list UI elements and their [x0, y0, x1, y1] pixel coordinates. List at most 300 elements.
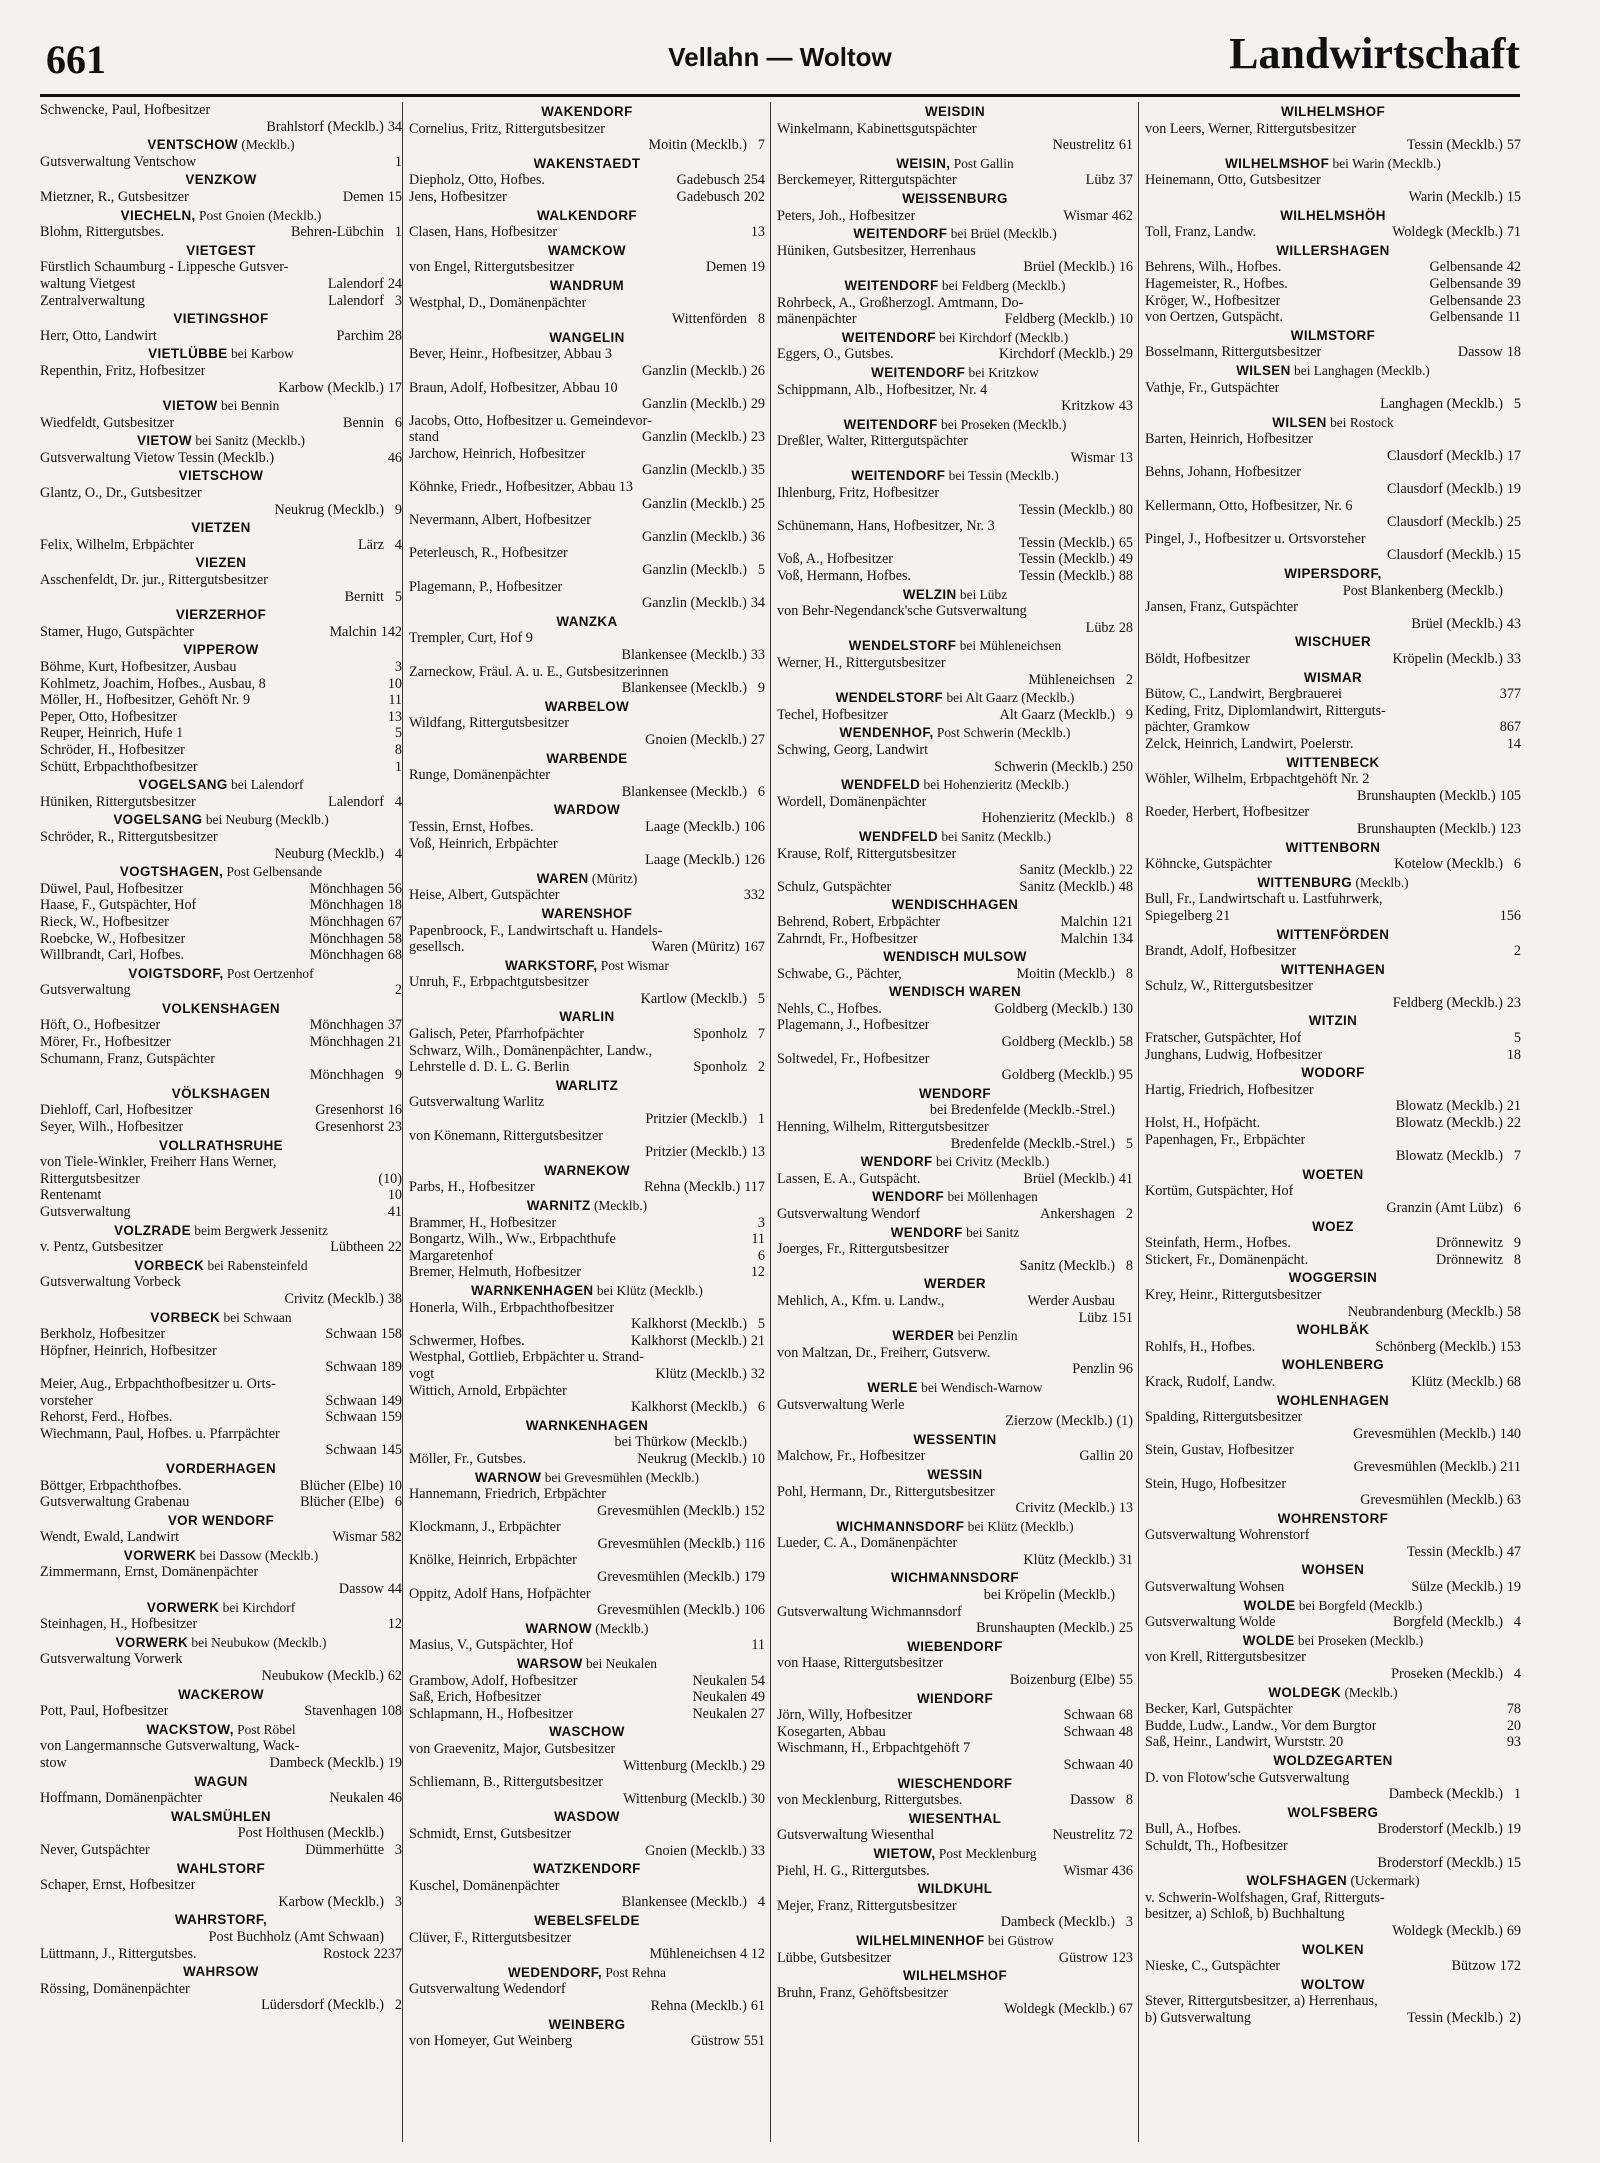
place-name: VIECHELN, [120, 207, 196, 223]
place-name: VORWERK [146, 1599, 220, 1615]
entry-location: Mühleneichsen [1028, 671, 1115, 688]
entry-name: Reuper, Heinrich, Hufe 1 [40, 725, 184, 742]
place-name: VORDERHAGEN [165, 1460, 277, 1476]
place-name: VOGTSHAGEN, [119, 864, 224, 880]
entry-location: Blankensee (Mecklb.) [621, 647, 747, 663]
entry-name: Wittich, Arnold, Erbpächter [409, 1382, 567, 1399]
entry-phone: 39 [1506, 275, 1521, 292]
place-name: WENDISCH WAREN [888, 984, 1022, 1000]
place-heading [1145, 566, 1521, 583]
place-detail: Post Wismar [597, 957, 669, 973]
entry-line [40, 829, 402, 846]
place-name: WENDISCHHAGEN [891, 897, 1019, 913]
entry-line [1145, 498, 1521, 515]
entry-line [409, 446, 765, 463]
entry-phone: 6 [757, 1399, 765, 1416]
place-name: WEITENDORF [843, 416, 938, 432]
entry-line [1145, 1701, 1521, 1718]
page-header [40, 28, 1520, 97]
place-name: WEITENDORF [844, 277, 939, 293]
entry-location: Ganzlin (Mecklb.) [642, 528, 747, 545]
entry-location: Alt Gaarz (Mecklb.) [999, 706, 1115, 723]
entry-phone: 179 [743, 1569, 765, 1586]
entry-line [40, 1755, 402, 1772]
entry-line [777, 1950, 1133, 1967]
entry-line [1145, 1649, 1521, 1666]
entry-location: Tessin (Mecklb.) [1018, 534, 1115, 551]
entry-phone: 332 [743, 887, 765, 904]
place-heading [777, 725, 1133, 742]
entry-line [409, 1231, 765, 1248]
entry-phone: 15 [1506, 188, 1521, 205]
entry-name: Meier, Aug., Erbpachthofbesitzer u. Orts- [40, 1375, 276, 1392]
place-heading [1145, 156, 1521, 173]
entry-location: Crivitz (Mecklb.) [1015, 1500, 1115, 1517]
entry-location: Werder Ausbau [1027, 1292, 1115, 1309]
place-heading [777, 365, 1133, 382]
entry-line [1145, 1579, 1521, 1596]
entry-line [409, 1894, 765, 1911]
place-name: WANDRUM [549, 277, 625, 293]
entry-name: Düwel, Paul, Hofbesitzer [40, 880, 184, 897]
entry-line [40, 1154, 402, 1171]
entry-phone: 8 [1125, 1792, 1133, 1809]
entry-name: stow [40, 1755, 67, 1771]
entry-name: Saß, Heinr., Landwirt, Wurststr. 20 [1145, 1734, 1344, 1751]
place-heading [40, 433, 402, 450]
entry-name: Schwencke, Paul, Hofbesitzer [40, 102, 211, 118]
entry-phone: 49 [750, 1689, 765, 1706]
entry-phone: 2 [1513, 943, 1521, 960]
entry-name: D. von Flotow'sche Gutsverwaltung [1145, 1769, 1350, 1786]
place-name: WAGUN [194, 1773, 248, 1789]
entry-name: Kosegarten, Abbau [777, 1723, 886, 1740]
entry-location: Parchim [336, 327, 384, 344]
entry-line [409, 579, 765, 596]
entry-location: Mönchhagen [309, 897, 384, 914]
place-heading [40, 642, 402, 659]
entry-line [40, 881, 402, 898]
entry-name: Galisch, Peter, Pfarrhofpächter [409, 1026, 585, 1043]
place-name: WAHRSOW [183, 1964, 259, 1980]
entry-name: Stamer, Hugo, Gutspächter [40, 623, 194, 640]
entry-line [777, 1258, 1133, 1275]
entry-name: Rentenamt [40, 1187, 102, 1204]
entry-location: Demen [705, 259, 747, 276]
entry-name: Kohlmetz, Joachim, Hofbes., Ausbau, 8 [40, 675, 266, 692]
entry-line [409, 1602, 765, 1619]
place-name: WARNKENHAGEN [525, 1417, 649, 1433]
entry-phone: 14 [1506, 735, 1521, 752]
entry-name: Budde, Ludw., Landw., Vor dem Burgtor [1145, 1717, 1377, 1734]
place-detail: bei Crivitz (Mecklb.) [932, 1154, 1050, 1170]
entry-line [777, 346, 1133, 363]
entry-line [777, 1017, 1133, 1034]
entry-line [1145, 703, 1521, 720]
entry-phone: 27 [750, 731, 765, 748]
entry-location: Laage (Mecklb.) [645, 852, 740, 869]
entry-name: Wendt, Ewald, Landwirt [40, 1529, 180, 1546]
entry-name: Behrend, Robert, Erbpächter [777, 913, 941, 930]
place-name: VOLLRATHSRUHE [159, 1137, 283, 1153]
place-name: WAHRSTORF, [174, 1912, 268, 1928]
entry-location: Kritzkow [1061, 398, 1115, 415]
entry-name: Bütow, C., Landwirt, Bergbrauerei [1145, 686, 1343, 703]
entry-line [1145, 891, 1521, 908]
entry-line [409, 479, 765, 496]
entry-name: Schaper, Ernst, Hofbesitzer [40, 1877, 196, 1894]
entry-phone: 38 [387, 1290, 402, 1307]
entry-line [777, 1863, 1133, 1880]
place-detail: bei Sanitz (Mecklb.) [938, 828, 1052, 844]
entry-line [1145, 1426, 1521, 1443]
entry-line [777, 398, 1133, 415]
place-name: WOLFSBERG [1287, 1804, 1379, 1820]
entry-location: Ankershagen [1040, 1206, 1115, 1222]
entry-phone: 142 [380, 623, 402, 640]
place-name: WIPERSDORF, [1284, 566, 1382, 582]
entry-name: Stickert, Fr., Domänenpächt. [1145, 1251, 1309, 1268]
entry-line [1145, 1287, 1521, 1304]
place-heading [1145, 1633, 1521, 1650]
place-name: WENDORF [919, 1085, 991, 1101]
entry-name: Nieske, C., Gutspächter [1145, 1958, 1281, 1975]
entry-phone: 24 [387, 275, 402, 292]
place-detail: bei Sanitz (Mecklb.) [191, 433, 306, 449]
entry-line [777, 1827, 1133, 1844]
entry-location: Lübz [1078, 1309, 1108, 1326]
place-name: WARLITZ [555, 1077, 619, 1093]
entry-name: Schwabe, G., Pächter, [777, 965, 902, 982]
entry-line [1145, 1476, 1521, 1493]
place-heading [777, 1968, 1133, 1985]
entry-location: Post Buchholz (Amt Schwaan) [208, 1928, 384, 1945]
place-heading [1145, 1270, 1521, 1287]
entry-phone: 158 [380, 1326, 402, 1343]
entry-line [777, 259, 1133, 276]
entry-line [409, 767, 765, 784]
entry-location: Mönchhagen [309, 930, 384, 947]
place-detail: (Mecklb.) [1341, 1684, 1398, 1700]
entry-phone: 10 [750, 1450, 765, 1467]
entry-line [409, 311, 765, 328]
place-name: WEITENDORF [871, 364, 966, 380]
entry-line [1145, 224, 1521, 241]
entry-name: Lassen, E. A., Gutspächt. [777, 1170, 921, 1187]
entry-line [1145, 1132, 1521, 1149]
entry-line [1145, 1252, 1521, 1269]
entry-line [777, 518, 1133, 535]
entry-location: Dambeck (Mecklb.) [1388, 1786, 1503, 1803]
entry-name: Krause, Rolf, Rittergutsbesitzer [777, 845, 957, 862]
place-name: WANZKA [556, 613, 618, 629]
entry-line [40, 102, 402, 119]
entry-location: Kalkhorst (Mecklb.) [631, 1399, 747, 1416]
place-name: VORBECK [134, 1257, 205, 1273]
entry-location: Grevesmühlen (Mecklb.) [1353, 1458, 1497, 1475]
section-title: Landwirtschaft [1229, 29, 1520, 78]
entry-phone: 156 [1499, 907, 1521, 924]
entry-location: Malchin [1060, 913, 1108, 930]
entry-line [777, 620, 1133, 637]
entry-name: Spalding, Rittergutsbesitzer [1145, 1409, 1303, 1426]
entry-location: Langhagen (Mecklb.) [1380, 396, 1503, 413]
entry-line [40, 1204, 402, 1221]
entry-name: Wischmann, H., Erbpachtgehöft 7 [777, 1740, 971, 1757]
entry-phone: 140 [1499, 1425, 1521, 1442]
entry-line [777, 485, 1133, 502]
entry-location: Kartlow (Mecklb.) [640, 990, 747, 1007]
entry-phone: 57 [1506, 137, 1521, 154]
entry-name: Schröder, R., Rittergutsbesitzer [40, 828, 218, 845]
entry-phone: 10 [1118, 311, 1133, 328]
entry-line [409, 413, 765, 430]
place-name: VOLZRADE [114, 1222, 191, 1238]
entry-line [777, 1361, 1133, 1378]
entry-location: Neustrelitz [1052, 1827, 1115, 1844]
entry-line [40, 1877, 402, 1894]
entry-location: Blankensee (Mecklb.) [621, 680, 747, 697]
place-heading [777, 1432, 1133, 1449]
entry-phone: 145 [380, 1442, 402, 1459]
place-heading [777, 104, 1133, 121]
entry-line [1145, 771, 1521, 788]
entry-line [777, 1119, 1133, 1136]
entry-line [409, 715, 765, 732]
entry-line [777, 1655, 1133, 1672]
entry-line [777, 1484, 1133, 1501]
entry-phone: 4 [394, 845, 402, 862]
entry-location: Blücher (Elbe) [300, 1494, 384, 1511]
entry-phone: 13 [750, 224, 765, 241]
entry-location: Schwaan [1063, 1723, 1115, 1740]
entry-phone: 36 [750, 528, 765, 545]
place-name: VIEZEN [195, 555, 247, 571]
entry-line [409, 974, 765, 991]
place-name: WALKENDORF [537, 207, 637, 223]
place-heading [777, 226, 1133, 243]
entry-name: Kröger, W., Hofbesitzer [1145, 292, 1281, 309]
entry-name: Voß, Heinrich, Erbpächter [409, 835, 558, 852]
entry-line [409, 1026, 765, 1043]
place-detail: Post Gnoien (Mecklb.) [195, 207, 322, 223]
entry-phone: 67 [387, 913, 402, 930]
place-name: WENDENHOF, [839, 725, 934, 741]
entry-line [40, 1274, 402, 1291]
entry-location: Rehna (Mecklb.) [644, 1179, 741, 1196]
entry-line [777, 1448, 1133, 1465]
entry-name: Techel, Hofbesitzer [777, 706, 888, 723]
entry-line [409, 1673, 765, 1690]
place-name: WASDOW [554, 1809, 620, 1825]
entry-line [40, 1478, 402, 1495]
place-name: WENDELSTORF [848, 638, 957, 654]
place-heading [409, 104, 765, 121]
place-name: WILHELMSHOF [1225, 155, 1330, 171]
entry-phone: 46 [387, 449, 402, 466]
entry-line [777, 121, 1133, 138]
entry-line [777, 551, 1133, 568]
entry-phone: 19 [387, 1755, 402, 1771]
entry-phone: 211 [1500, 1458, 1521, 1475]
place-detail: (Mecklb.) [591, 1620, 649, 1636]
entry-line [1145, 908, 1521, 925]
entry-phone: 13 [1118, 1500, 1133, 1517]
place-heading [40, 812, 402, 829]
entry-name: Pingel, J., Hofbesitzer u. Ortsvorsteher [1145, 530, 1366, 547]
place-name: WOGGERSIN [1288, 1270, 1378, 1286]
entry-name: Gutsverwaltung Wohsen [1145, 1579, 1285, 1596]
entry-location: bei Bredenfelde (Mecklb.-Strel.) [929, 1102, 1115, 1119]
entry-phone: 10 [387, 675, 402, 692]
place-name: WITTENBORN [1285, 839, 1381, 855]
entry-name: waltung Vietgest [40, 275, 136, 292]
entry-name: Eggers, O., Gutsbes. [777, 346, 894, 363]
entry-line [777, 879, 1133, 896]
place-heading [40, 1635, 402, 1652]
entry-name: Seyer, Wilh., Hofbesitzer [40, 1119, 184, 1136]
entry-line [1145, 788, 1521, 805]
place-name: WENDORF [890, 1224, 963, 1240]
entry-location: Sanitz (Mecklb.) [1019, 1257, 1115, 1274]
entry-line [1145, 1459, 1521, 1476]
place-heading [1145, 1562, 1521, 1579]
entry-name: Gutsverwaltung Ventschow [40, 153, 197, 170]
entry-location: Gresenhorst [315, 1102, 384, 1119]
entry-location: Schwaan [1063, 1707, 1115, 1724]
entry-line [40, 276, 402, 293]
entry-phone: 55 [1118, 1672, 1133, 1689]
place-detail: bei Kirchdorf (Mecklb.) [935, 329, 1069, 345]
entry-location: Lüdersdorf (Mecklb.) [261, 1997, 384, 2014]
entry-phone: 1 [394, 758, 402, 775]
entry-name: Hagemeister, R., Hofbes. [1145, 275, 1288, 292]
entry-name: Willbrandt, Carl, Hofbes. [40, 947, 185, 964]
place-heading [777, 278, 1133, 295]
place-detail: bei Alt Gaarz (Mecklb.) [943, 690, 1075, 706]
entry-phone: 151 [1111, 1309, 1133, 1326]
entry-location: bei Kröpelin (Mecklb.) [983, 1587, 1115, 1604]
place-name: VIPPEROW [183, 642, 259, 658]
place-heading [777, 191, 1133, 208]
entry-location: Tessin (Mecklb.) [1406, 137, 1503, 154]
entry-name: von Könemann, Rittergutsbesitzer [409, 1127, 603, 1144]
entry-location: Grevesmühlen (Mecklb.) [1360, 1492, 1503, 1509]
place-detail: (Mecklb.) [1352, 874, 1409, 890]
entry-line [40, 1239, 402, 1256]
entry-phone: 68 [1118, 1707, 1133, 1724]
place-detail: beim Bergwerk Jessenitz [190, 1222, 328, 1238]
entry-phone: 23 [1506, 292, 1521, 309]
entry-location: Ganzlin (Mecklb.) [642, 562, 747, 579]
entry-location: Dümmerhütte [305, 1841, 384, 1858]
place-heading [1145, 328, 1521, 345]
entry-phone: 12 [387, 1616, 402, 1633]
entry-name: Rohrbeck, A., Großherzogl. Amtmann, Do- [777, 294, 1024, 311]
entry-phone: 49 [1118, 551, 1133, 568]
place-heading [409, 330, 765, 347]
entry-line [409, 1930, 765, 1947]
entry-location: Bredenfelde (Mecklb.-Strel.) [950, 1135, 1115, 1152]
place-heading [777, 1380, 1133, 1397]
entry-location: Schwaan [1063, 1757, 1115, 1773]
entry-phone: 33 [1506, 651, 1521, 667]
place-name: WAKENDORF [541, 104, 633, 119]
entry-line [40, 259, 402, 276]
entry-phone: 17 [387, 379, 402, 396]
column-3 [770, 102, 1133, 2142]
entry-phone: 68 [1506, 1373, 1521, 1390]
entry-name: Schlapmann, H., Hofbesitzer [409, 1705, 574, 1722]
place-heading [40, 1600, 402, 1617]
entry-location: Dambeck (Mecklb.) [1000, 1914, 1115, 1931]
entry-line [777, 931, 1133, 948]
entry-location: Crivitz (Mecklb.) [284, 1290, 384, 1307]
entry-line [40, 659, 402, 676]
entry-name: Schippmann, Alb., Hofbesitzer, Nr. 4 [777, 381, 988, 398]
entry-phone: 37 [1118, 172, 1133, 189]
place-name: WILDKUHL [917, 1881, 993, 1897]
place-name: WENDORF [872, 1189, 945, 1205]
entry-line [1145, 448, 1521, 465]
entry-name: Piehl, H. G., Rittergutsbes. [777, 1862, 930, 1879]
place-heading [1145, 1167, 1521, 1184]
entry-phone: 462 [1111, 207, 1133, 224]
entry-name: von Graevenitz, Major, Gutsbesitzer [409, 1741, 616, 1757]
place-heading [777, 690, 1133, 707]
entry-line [409, 1144, 765, 1161]
place-name: WISMAR [1303, 669, 1363, 685]
place-heading [777, 829, 1133, 846]
entry-line [409, 346, 765, 363]
entry-location: Wismar [1063, 1862, 1108, 1879]
entry-phone: 2 [1125, 1206, 1133, 1222]
place-detail: bei Bennin [217, 398, 280, 414]
place-heading [409, 2017, 765, 2034]
entry-phone: 6 [757, 1247, 765, 1264]
entry-location: Schwaan [325, 1392, 377, 1409]
entry-phone: 15 [387, 188, 402, 205]
entry-line [409, 1741, 765, 1758]
entry-name: Westphal, D., Domänenpächter [409, 294, 587, 311]
entry-phone: 61 [1118, 137, 1133, 154]
entry-line [1145, 1923, 1521, 1940]
entry-location: Gadebusch [676, 188, 740, 205]
entry-phone: 2 [394, 1997, 402, 2014]
entry-line [1145, 1718, 1521, 1735]
entry-line [1145, 1200, 1521, 1217]
place-heading [409, 1861, 765, 1878]
place-heading [1145, 415, 1521, 432]
entry-name: Möller, H., Hofbesitzer, Gehöft Nr. 9 [40, 692, 251, 709]
place-heading [777, 1776, 1133, 1793]
entry-name: Berckemeyer, Rittergutspächter [777, 172, 957, 189]
entry-location: Schönberg (Mecklb.) [1375, 1338, 1496, 1355]
entry-line [1145, 1527, 1521, 1544]
place-name: WILLERSHAGEN [1276, 242, 1390, 258]
entry-name: von Engel, Rittergutsbesitzer [409, 259, 574, 276]
place-heading [40, 346, 402, 363]
entry-name: Steinfath, Herm., Hofbes. [1145, 1235, 1291, 1252]
place-heading [40, 1774, 402, 1791]
place-name: WARNEKOW [544, 1162, 630, 1178]
place-name: WIETOW, [873, 1845, 936, 1861]
entry-name: Schwing, Georg, Landwirt [777, 741, 929, 758]
entry-line [409, 259, 765, 276]
entry-name: Gutsverwaltung Grabenau [40, 1494, 190, 1511]
entry-phone: 23 [1506, 994, 1521, 1011]
entry-name: Wiedfeldt, Gutsbesitzer [40, 414, 175, 431]
